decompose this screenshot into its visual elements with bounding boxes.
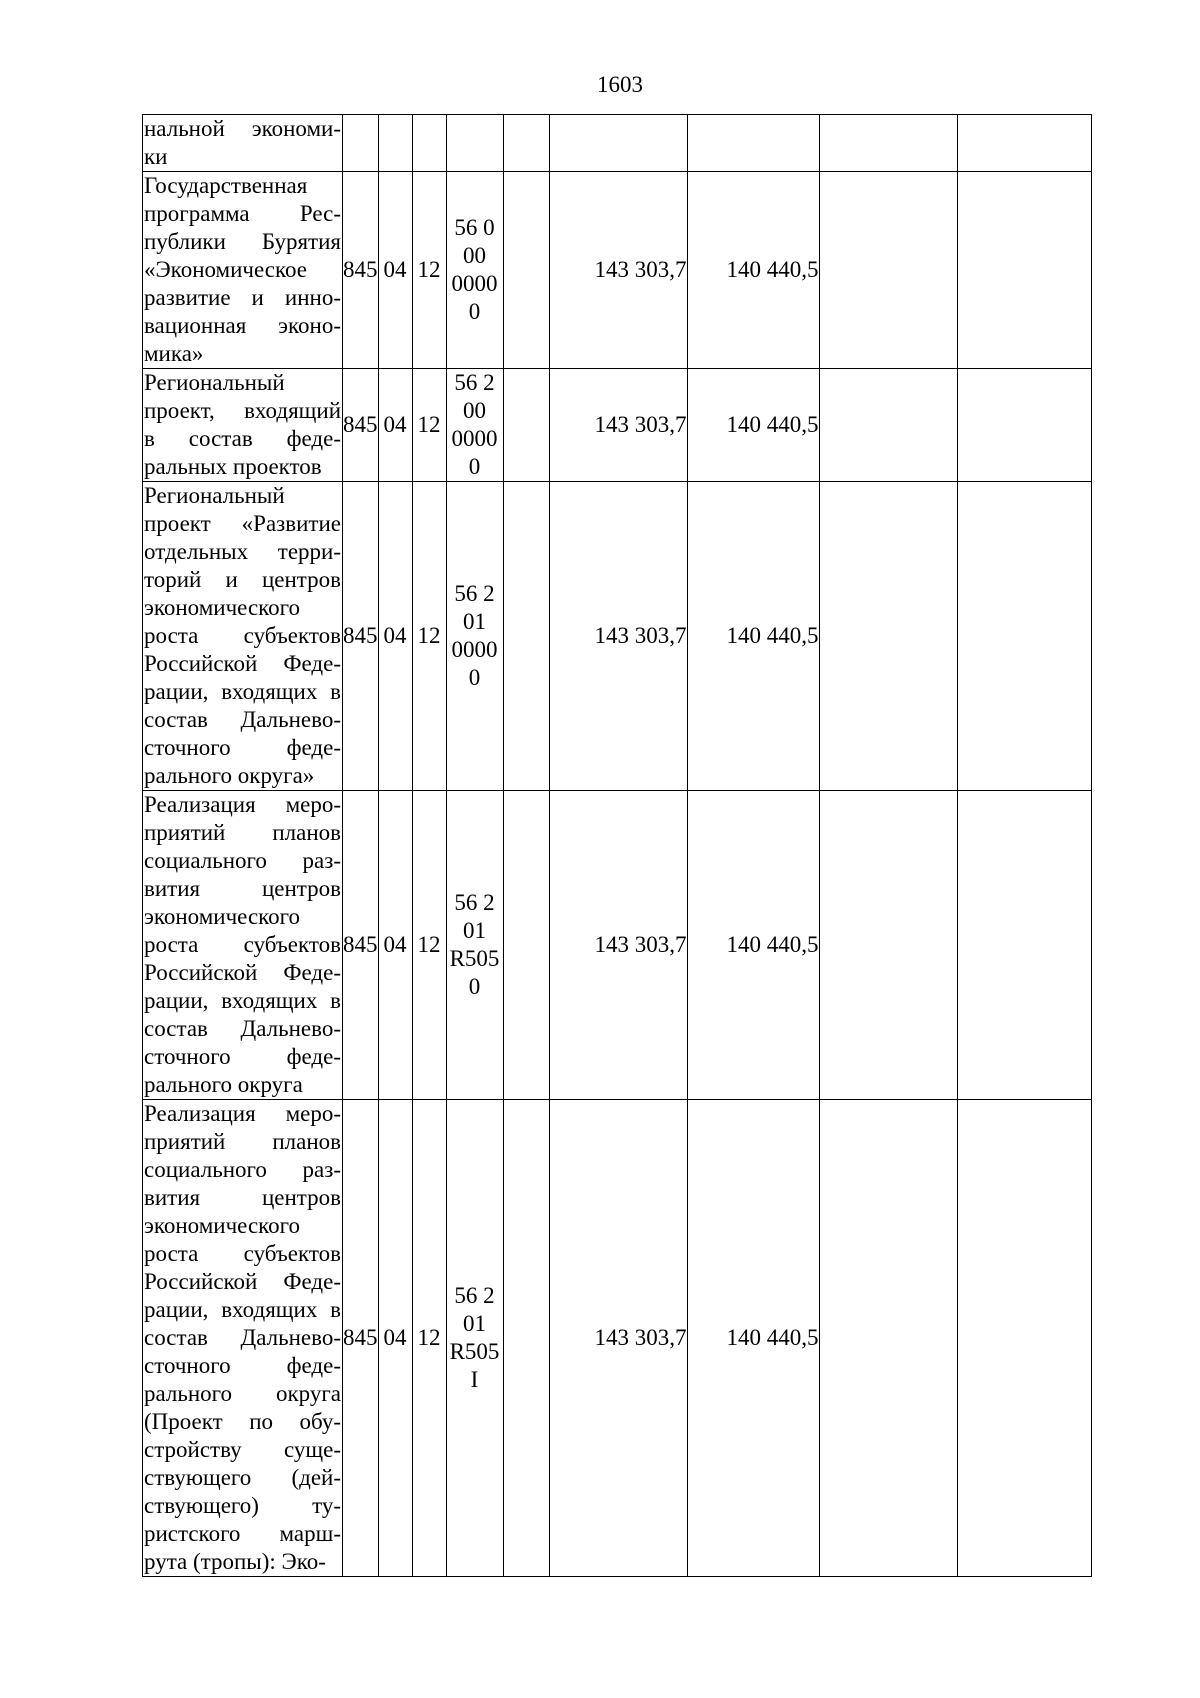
cell-sum-1: 143 303,7 xyxy=(549,1100,687,1577)
cell-empty-1 xyxy=(819,369,957,482)
row-name-line: экономического xyxy=(144,904,301,929)
cell-empty-1 xyxy=(819,115,957,172)
cell-vr xyxy=(503,115,549,172)
budget-table xyxy=(142,114,1092,1577)
table-body xyxy=(143,115,1092,1577)
page-number: 1603 xyxy=(597,72,643,97)
cell-rz xyxy=(378,115,412,172)
row-name-line: Российской Феде- xyxy=(144,1269,341,1294)
code-line: 56 2 xyxy=(454,1283,495,1308)
row-name-line: нальной экономи- xyxy=(144,116,341,141)
row-name xyxy=(143,1100,343,1577)
cell-rz: 04 xyxy=(378,482,412,791)
cell-code xyxy=(446,115,503,172)
cell-pr: 12 xyxy=(412,791,446,1100)
code-line: 01 xyxy=(463,918,486,943)
code-line: 0000 xyxy=(451,271,498,296)
table-row xyxy=(143,369,1092,482)
row-name-line: ствующего (дей- xyxy=(144,1465,341,1490)
row-name-line: состав Дальнево- xyxy=(144,1016,341,1041)
cell-code xyxy=(446,1100,503,1577)
cell-gr: 845 xyxy=(343,1100,379,1577)
cell-sum-2: 140 440,5 xyxy=(687,482,819,791)
row-name-line: экономического xyxy=(144,1213,301,1238)
code-line: 00 xyxy=(463,398,486,423)
row-name-line: приятий планов xyxy=(144,820,341,845)
row-name-line: роста субъектов xyxy=(144,932,341,957)
cell-empty-1 xyxy=(819,172,957,369)
row-name-line: рации, входящих в xyxy=(144,988,341,1013)
row-name-line: Реализация меро- xyxy=(144,1101,341,1126)
code-line: 01 xyxy=(463,1311,486,1336)
row-name-line: рации, входящих в xyxy=(144,1297,341,1322)
row-name-line: сточного феде- xyxy=(144,1044,341,1069)
row-name-line: Региональный xyxy=(144,483,285,508)
row-name-line: рации, входящих в xyxy=(144,679,341,704)
table-row xyxy=(143,791,1092,1100)
cell-rz: 04 xyxy=(378,791,412,1100)
cell-sum-2: 140 440,5 xyxy=(687,1100,819,1577)
row-name-line: экономического xyxy=(144,595,301,620)
cell-rz: 04 xyxy=(378,1100,412,1577)
row-name-line: стройству суще- xyxy=(144,1437,341,1462)
cell-empty-2 xyxy=(957,369,1091,482)
code-line: 56 2 xyxy=(454,890,495,915)
row-name-line: состав Дальнево- xyxy=(144,1325,341,1350)
cell-sum-1: 143 303,7 xyxy=(549,791,687,1100)
cell-rz: 04 xyxy=(378,172,412,369)
row-name-line: ствующего) ту- xyxy=(144,1493,341,1518)
row-name-line: рального округа xyxy=(144,1381,341,1406)
code-line: 01 xyxy=(463,609,486,634)
row-name-line: социального раз- xyxy=(144,1157,341,1182)
cell-empty-1 xyxy=(819,482,957,791)
cell-gr xyxy=(343,115,379,172)
cell-rz: 04 xyxy=(378,369,412,482)
row-name-line: вития центров xyxy=(144,876,341,901)
row-name-line: Российской Феде- xyxy=(144,651,341,676)
cell-empty-2 xyxy=(957,791,1091,1100)
code-line: I xyxy=(470,1367,479,1392)
cell-sum-2 xyxy=(687,115,819,172)
row-name xyxy=(143,791,343,1100)
code-line: R505 xyxy=(449,946,500,971)
table-row xyxy=(143,1100,1092,1577)
code-line: 0 xyxy=(468,665,481,690)
code-line: 0 xyxy=(468,299,481,324)
cell-pr: 12 xyxy=(412,369,446,482)
code-line: 0000 xyxy=(451,426,498,451)
row-name-line: Реализация меро- xyxy=(144,792,341,817)
row-name xyxy=(143,369,343,482)
code-line: 00 xyxy=(463,243,486,268)
row-name-line: рального округа xyxy=(144,1072,303,1097)
cell-vr xyxy=(503,172,549,369)
cell-sum-2: 140 440,5 xyxy=(687,791,819,1100)
cell-sum-1: 143 303,7 xyxy=(549,482,687,791)
row-name-line: роста субъектов xyxy=(144,623,341,648)
row-name-line: проект, входящий xyxy=(144,398,341,423)
row-name-line: вационная эконо- xyxy=(144,313,341,338)
cell-code xyxy=(446,482,503,791)
cell-sum-2: 140 440,5 xyxy=(687,172,819,369)
cell-vr xyxy=(503,1100,549,1577)
cell-pr: 12 xyxy=(412,1100,446,1577)
cell-gr: 845 xyxy=(343,791,379,1100)
row-name-line: Региональный xyxy=(144,370,285,395)
row-name-line: роста субъектов xyxy=(144,1241,341,1266)
row-name-line: ристского марш- xyxy=(144,1521,341,1546)
code-line: R505 xyxy=(449,1339,500,1364)
code-line: 56 2 xyxy=(454,581,495,606)
cell-vr xyxy=(503,369,549,482)
row-name-line: Государственная xyxy=(144,173,308,198)
row-name-line: рального округа» xyxy=(144,763,315,788)
cell-gr: 845 xyxy=(343,482,379,791)
row-name-line: «Экономическое xyxy=(144,257,307,282)
cell-vr xyxy=(503,791,549,1100)
row-name-line: состав Дальнево- xyxy=(144,707,341,732)
row-name-line: программа Рес- xyxy=(144,201,341,226)
cell-empty-2 xyxy=(957,1100,1091,1577)
row-name xyxy=(143,115,343,172)
row-name-line: Российской Феде- xyxy=(144,960,341,985)
row-name-line: приятий планов xyxy=(144,1129,341,1154)
row-name-line: отдельных терри- xyxy=(144,539,341,564)
cell-pr: 12 xyxy=(412,172,446,369)
row-name-line: ральных проектов xyxy=(144,454,322,479)
row-name-line: социального раз- xyxy=(144,848,341,873)
cell-gr: 845 xyxy=(343,172,379,369)
row-name-line: сточного феде- xyxy=(144,735,341,760)
row-name-line: публики Бурятия xyxy=(144,229,341,254)
code-line: 0 xyxy=(468,454,481,479)
cell-empty-2 xyxy=(957,482,1091,791)
code-line: 0 xyxy=(468,974,481,999)
row-name-line: сточного феде- xyxy=(144,1353,341,1378)
row-name xyxy=(143,172,343,369)
code-line: 56 0 xyxy=(454,215,495,240)
cell-vr xyxy=(503,482,549,791)
cell-pr xyxy=(412,115,446,172)
table-row xyxy=(143,115,1092,172)
code-line: 56 2 xyxy=(454,370,495,395)
cell-sum-1 xyxy=(549,115,687,172)
cell-empty-2 xyxy=(957,172,1091,369)
cell-code xyxy=(446,172,503,369)
row-name-line: торий и центров xyxy=(144,567,341,592)
row-name-line: развитие и инно- xyxy=(144,285,341,310)
cell-code xyxy=(446,791,503,1100)
cell-sum-2: 140 440,5 xyxy=(687,369,819,482)
cell-code xyxy=(446,369,503,482)
row-name-line: рута (тропы): Эко- xyxy=(144,1549,326,1574)
row-name-line: (Проект по обу- xyxy=(144,1409,341,1434)
table-row xyxy=(143,482,1092,791)
cell-sum-1: 143 303,7 xyxy=(549,172,687,369)
code-line: 0000 xyxy=(451,637,498,662)
row-name-line: проект «Развитие xyxy=(144,511,341,536)
cell-pr: 12 xyxy=(412,482,446,791)
cell-empty-1 xyxy=(819,1100,957,1577)
row-name-line: мика» xyxy=(144,341,204,366)
row-name-line: в состав феде- xyxy=(144,426,341,451)
row-name-line: вития центров xyxy=(144,1185,341,1210)
cell-sum-1: 143 303,7 xyxy=(549,369,687,482)
cell-empty-2 xyxy=(957,115,1091,172)
cell-gr: 845 xyxy=(343,369,379,482)
cell-empty-1 xyxy=(819,791,957,1100)
table-row xyxy=(143,172,1092,369)
row-name-line: ки xyxy=(144,144,168,169)
row-name xyxy=(143,482,343,791)
